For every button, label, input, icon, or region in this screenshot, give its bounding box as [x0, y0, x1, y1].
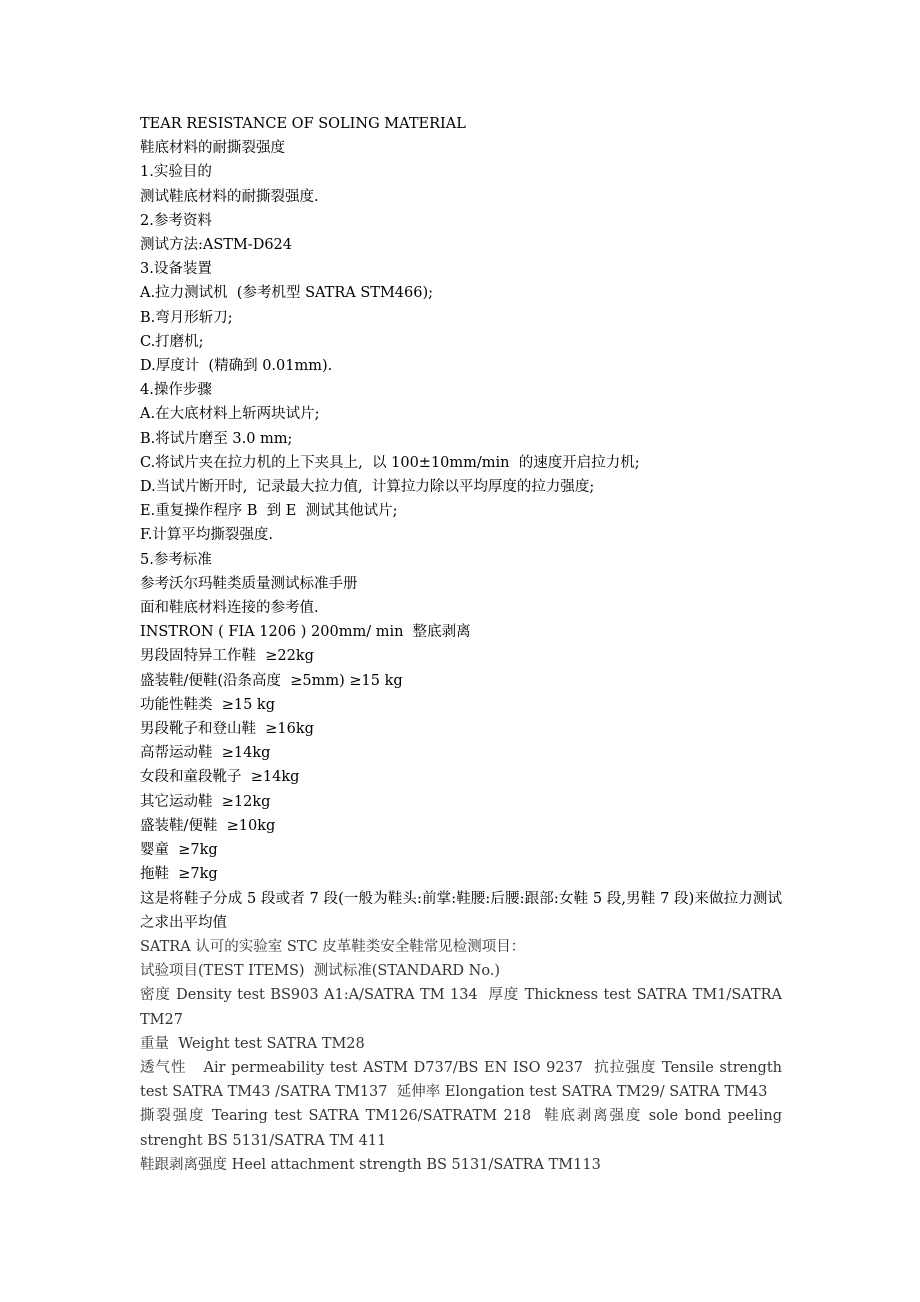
reference-value: 女段和童段靴子 ≥14kg — [140, 769, 300, 786]
segment-note: 这是将鞋子分成 5 段或者 7 段(一般为鞋头:前掌:鞋腰:后腰:跟部:女鞋 5 段,男鞋 7 段)来做拉力测试之求出平均值 — [140, 890, 782, 931]
reference-line: 参考沃尔玛鞋类质量测试标准手册 — [140, 575, 358, 592]
reference-value: 高帮运动鞋 ≥14kg — [140, 745, 271, 762]
section-5-heading: 5.参考标准 — [140, 551, 212, 568]
procedure-step: C.将试片夹在拉力机的上下夹具上, 以 100±10mm/min 的速度开启拉力机; — [140, 454, 640, 471]
document-title-cn: 鞋底材料的耐撕裂强度 — [140, 140, 285, 157]
reference-value: 其它运动鞋 ≥12kg — [140, 793, 271, 810]
reference-value: 盛装鞋/便鞋 ≥10kg — [140, 817, 276, 834]
reference-line: 面和鞋底材料连接的参考值. — [140, 600, 319, 617]
document-body — [140, 112, 787, 1177]
equipment-item: C.打磨机; — [140, 333, 204, 350]
section-2-heading: 2.参考资料 — [140, 212, 212, 229]
section-4-heading: 4.操作步骤 — [140, 382, 212, 399]
reference-value: 拖鞋 ≥7kg — [140, 866, 218, 883]
satra-test-item: 撕裂强度 Tearing test SATRA TM126/SATRATM 218 鞋底剥离强度 sole bond peeling strenght BS 5131/SATRA TM 411 — [140, 1108, 787, 1149]
procedure-step: D.当试片断开时, 记录最大拉力值, 计算拉力除以平均厚度的拉力强度; — [140, 479, 595, 496]
equipment-item: B.弯月形斩刀; — [140, 309, 233, 326]
equipment-item: A.拉力测试机 (参考机型 SATRA STM466); — [140, 285, 434, 302]
satra-intro: SATRA 认可的实验室 STC 皮革鞋类安全鞋常见检测项目： — [140, 938, 526, 955]
reference-value: 男段固特异工作鞋 ≥22kg — [140, 648, 314, 665]
reference-value: 男段靴子和登山鞋 ≥16kg — [140, 721, 314, 738]
section-3-heading: 3.设备装置 — [140, 261, 212, 278]
satra-table-header: 试验项目(TEST ITEMS) 测试标准(STANDARD No.) — [140, 963, 501, 980]
procedure-step: F.计算平均撕裂强度. — [140, 527, 274, 544]
equipment-item: D.厚度计 (精确到 0.01mm). — [140, 358, 333, 375]
procedure-step: E.重复操作程序 B 到 E 测试其他试片; — [140, 503, 398, 520]
document-title-en: TEAR RESISTANCE OF SOLING MATERIAL — [140, 116, 466, 132]
satra-test-item: 重量 Weight test SATRA TM28 — [140, 1035, 365, 1052]
section-1-heading: 1.实验目的 — [140, 164, 212, 181]
reference-value: 盛装鞋/便鞋(沿条高度 ≥5mm) ≥15 kg — [140, 672, 403, 689]
satra-test-item: 鞋跟剥离强度 Heel attachment strength BS 5131/SATRA TM113 — [140, 1156, 601, 1173]
section-1-text: 测试鞋底材料的耐撕裂强度. — [140, 188, 319, 205]
satra-test-item: 透气性 Air permeability test ASTM D737/BS EN ISO 9237 抗拉强度 Tensile strength test SATRA TM43 /SATRA TM137 延伸率 Elongation test SATRA TM29/ SATRA TM43 — [140, 1059, 787, 1101]
section-2-text: 测试方法:ASTM-D624 — [140, 237, 293, 254]
procedure-step: A.在大底材料上斩两块试片; — [140, 406, 320, 423]
satra-test-item: 密度 Density test BS903 A1:A/SATRA TM 134 厚度 Thickness test SATRA TM1/SATRA TM27 — [140, 987, 787, 1028]
reference-value: 婴童 ≥7kg — [140, 842, 218, 859]
procedure-step: B.将试片磨至 3.0 mm; — [140, 430, 293, 447]
reference-line: INSTRON ( FIA 1206 ) 200mm/ min 整底剥离 — [140, 624, 471, 641]
reference-value: 功能性鞋类 ≥15 kg — [140, 696, 275, 713]
